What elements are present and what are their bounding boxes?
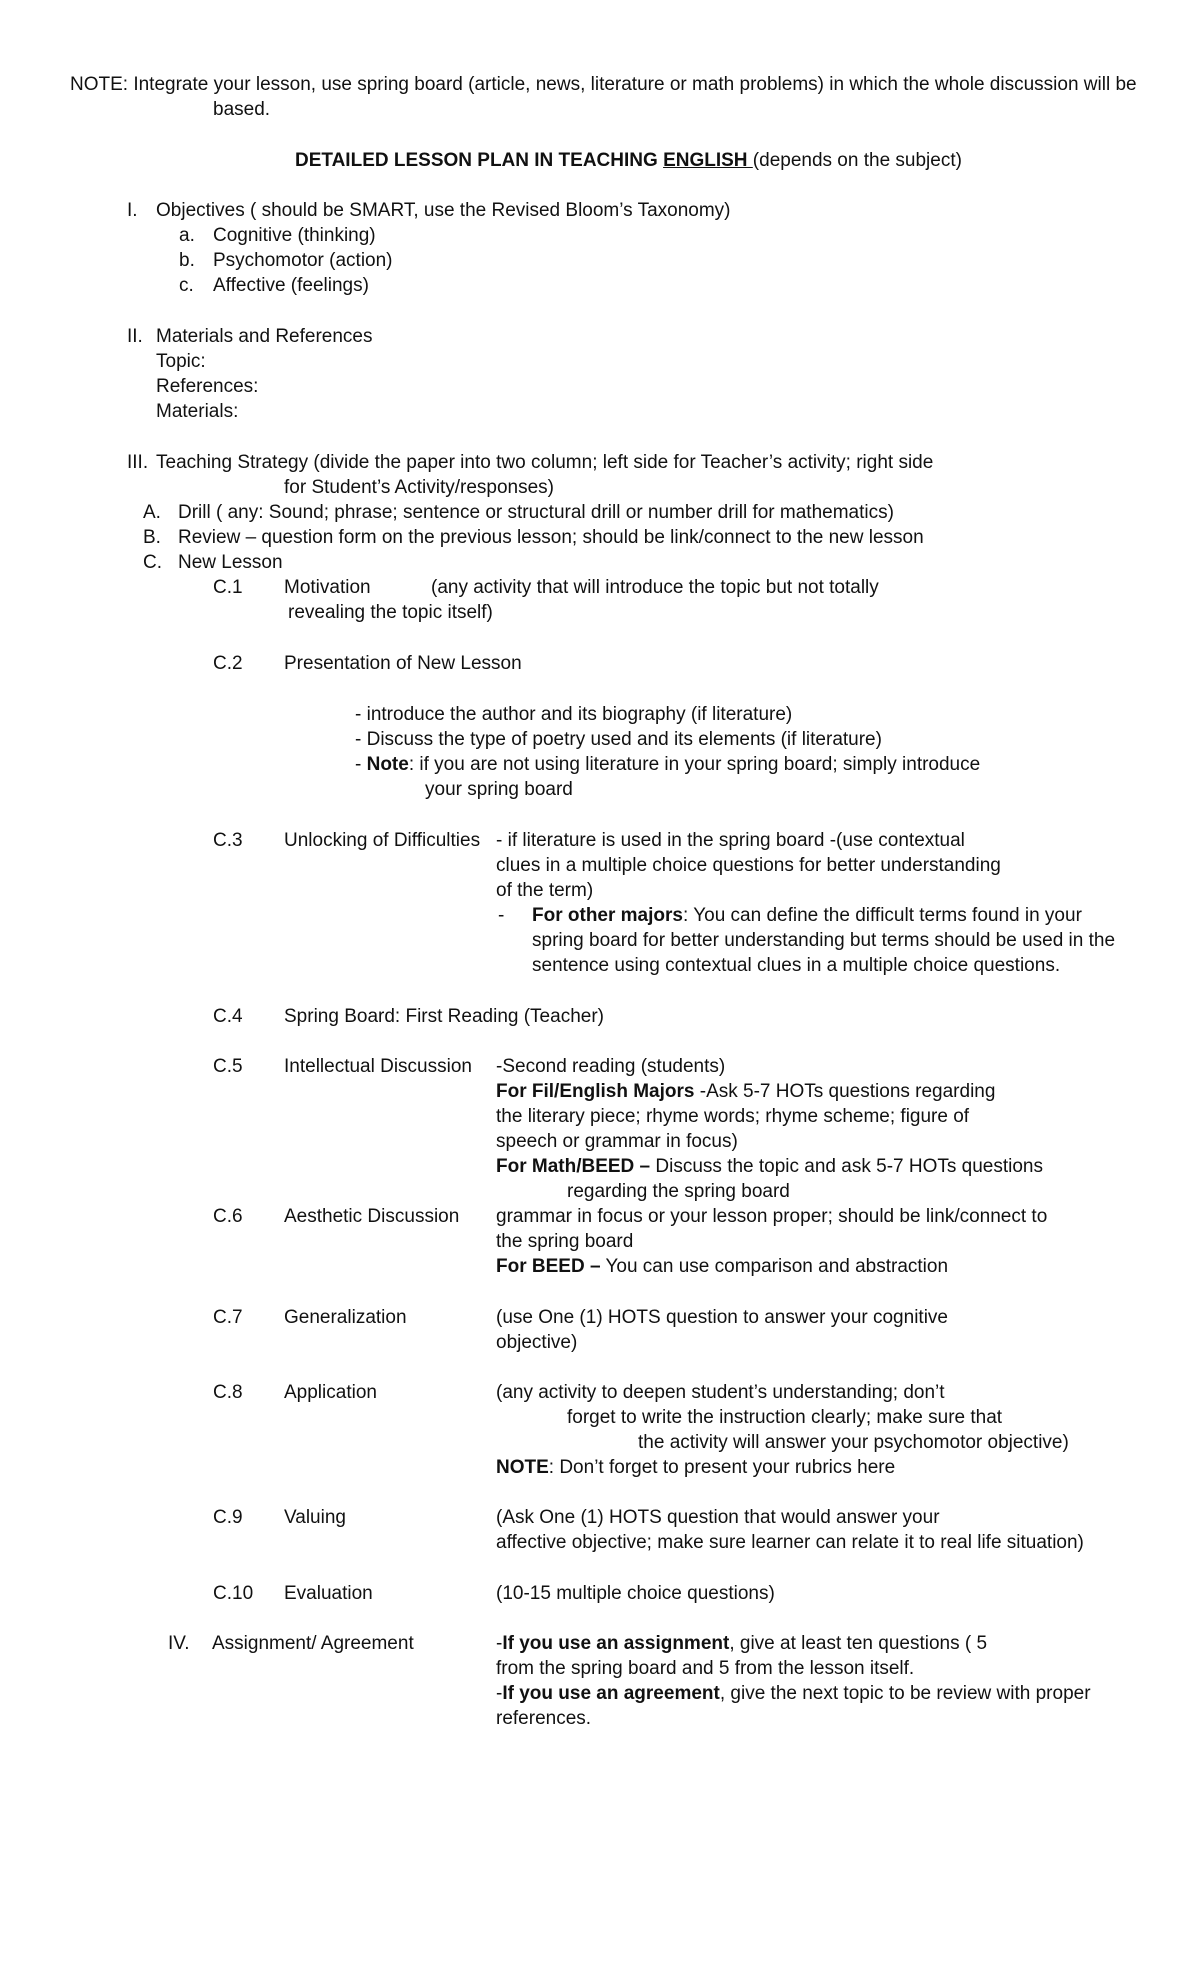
fil-english-label: For Fil/English Majors [496, 1081, 695, 1102]
objective-item: Affective (feelings) [213, 275, 369, 296]
step-number: C.4 [213, 1006, 243, 1027]
section-1-number: I. [127, 200, 138, 221]
step-description: clues in a multiple choice questions for better understanding [496, 855, 1001, 876]
step-description: forget to write the instruction clearly; make sure that [567, 1407, 1003, 1428]
step-description: regarding the spring board [567, 1181, 790, 1202]
agreement-label: If you use an agreement [502, 1683, 720, 1704]
note-line-1: NOTE: Integrate your lesson, use spring board (article, news, literature or math problems) in which the whole discussion will be [70, 74, 1137, 95]
assignment-text [496, 1632, 987, 1656]
fil-english-text: -Ask 5-7 HOTs questions regarding [694, 1081, 996, 1102]
section-4-number: IV. [168, 1633, 190, 1654]
step-label: Generalization [284, 1307, 407, 1328]
rubrics-note-text: : Don’t forget to present your rubrics here [548, 1457, 896, 1478]
section-3-heading: Teaching Strategy (divide the paper into two column; left side for Teacher’s activity; right side [156, 452, 934, 473]
step-description: sentence using contextual clues in a multiple choice questions. [532, 955, 1061, 976]
title-subject: ENGLISH [663, 150, 753, 171]
step-description: (any activity to deepen student’s understanding; don’t [496, 1382, 945, 1403]
step-label: Application [284, 1382, 377, 1403]
step-description: -Second reading (students) [496, 1056, 726, 1077]
bullet-text: : if you are not using literature in your spring board; simply introduce [408, 754, 981, 775]
step-label: Aesthetic Discussion [284, 1206, 460, 1227]
assignment-label: If you use an assignment [502, 1633, 730, 1654]
step-number: C.10 [213, 1583, 254, 1604]
bullet-prefix: - [355, 754, 367, 775]
step-bullet [355, 753, 980, 777]
materials-line: Materials: [156, 401, 239, 422]
step-description [496, 1155, 1043, 1179]
step-description: objective) [496, 1332, 578, 1353]
step-label: Evaluation [284, 1583, 373, 1604]
step-bullet: - Discuss the type of poetry used and its elements (if literature) [355, 729, 882, 750]
beed-label: For BEED – [496, 1256, 601, 1277]
math-beed-text: Discuss the topic and ask 5-7 HOTs questions [650, 1156, 1043, 1177]
document-title [295, 149, 962, 173]
bullet-note: Note [366, 754, 409, 775]
step-description: revealing the topic itself) [288, 602, 493, 623]
step-description: (any activity that will introduce the topic but not totally [431, 577, 879, 598]
rubrics-note-label: NOTE [496, 1457, 549, 1478]
step-description: (Ask One (1) HOTS question that would answer your [496, 1507, 940, 1528]
strategy-item: New Lesson [178, 552, 283, 573]
step-description [496, 1456, 895, 1480]
beed-text: You can use comparison and abstraction [600, 1256, 949, 1277]
agreement-text: references. [496, 1708, 592, 1729]
assignment-rest: , give at least ten questions ( 5 [729, 1633, 988, 1654]
section-2-heading: Materials and References [156, 326, 373, 347]
step-number: C.9 [213, 1507, 243, 1528]
step-number: C.7 [213, 1307, 243, 1328]
step-label: Valuing [284, 1507, 346, 1528]
materials-line: References: [156, 376, 259, 397]
agreement-prefix: - [496, 1683, 503, 1704]
strategy-item: Drill ( any: Sound; phrase; sentence or structural drill or number drill for mathematics) [178, 502, 894, 523]
step-number: C.2 [213, 653, 243, 674]
assignment-text: from the spring board and 5 from the lesson itself. [496, 1658, 915, 1679]
step-description: spring board for better understanding but terms should be used in the [532, 930, 1116, 951]
agreement-text [496, 1682, 1091, 1706]
section-3-number: III. [127, 452, 149, 473]
title-suffix: (depends on the subject) [752, 150, 962, 171]
math-beed-label: For Math/BEED – [496, 1156, 651, 1177]
step-description: (use One (1) HOTS question to answer your cognitive [496, 1307, 948, 1328]
step-label: Presentation of New Lesson [284, 653, 522, 674]
step-description [496, 1080, 995, 1104]
objective-letter: a. [179, 225, 195, 246]
step-description: speech or grammar in focus) [496, 1131, 738, 1152]
section-4-heading: Assignment/ Agreement [212, 1633, 414, 1654]
step-dash: - [498, 905, 505, 926]
strategy-letter: C. [143, 552, 162, 573]
step-label: Motivation [284, 577, 371, 598]
section-3-heading-cont: for Student’s Activity/responses) [284, 477, 554, 498]
other-majors-text: : You can define the difficult terms found in your [682, 905, 1082, 926]
step-description: affective objective; make sure learner can relate it to real life situation) [496, 1532, 1084, 1553]
section-1-heading: Objectives ( should be SMART, use the Revised Bloom’s Taxonomy) [156, 200, 731, 221]
strategy-letter: A. [143, 502, 161, 523]
step-number: C.8 [213, 1382, 243, 1403]
step-number: C.5 [213, 1056, 243, 1077]
step-label: Spring Board: First Reading (Teacher) [284, 1006, 604, 1027]
step-label: Unlocking of Difficulties [284, 830, 481, 851]
step-description: of the term) [496, 880, 594, 901]
objective-item: Psychomotor (action) [213, 250, 393, 271]
step-description [496, 1255, 948, 1279]
assignment-prefix: - [496, 1633, 503, 1654]
step-description: - if literature is used in the spring board -(use contextual [496, 830, 965, 851]
other-majors-label: For other majors [532, 905, 683, 926]
objective-letter: c. [179, 275, 194, 296]
step-bullet-cont: your spring board [425, 779, 573, 800]
step-description: grammar in focus or your lesson proper; should be link/connect to [496, 1206, 1048, 1227]
title-main: DETAILED LESSON PLAN IN TEACHING [295, 150, 658, 171]
step-label: Intellectual Discussion [284, 1056, 472, 1077]
objective-item: Cognitive (thinking) [213, 225, 376, 246]
strategy-item: Review – question form on the previous lesson; should be link/connect to the new lesson [178, 527, 924, 548]
note-line-2: based. [213, 99, 271, 120]
step-number: C.3 [213, 830, 243, 851]
agreement-rest: , give the next topic to be review with proper [719, 1683, 1091, 1704]
step-bullet: - introduce the author and its biography (if literature) [355, 704, 793, 725]
step-description: the activity will answer your psychomotor objective) [638, 1432, 1069, 1453]
step-description: the literary piece; rhyme words; rhyme scheme; figure of [496, 1106, 970, 1127]
step-description [532, 904, 1082, 928]
step-number: C.1 [213, 577, 243, 598]
step-number: C.6 [213, 1206, 243, 1227]
objective-letter: b. [179, 250, 195, 271]
step-description: (10-15 multiple choice questions) [496, 1583, 775, 1604]
strategy-letter: B. [143, 527, 161, 548]
materials-line: Topic: [156, 351, 206, 372]
step-description: the spring board [496, 1231, 634, 1252]
section-2-number: II. [127, 326, 143, 347]
